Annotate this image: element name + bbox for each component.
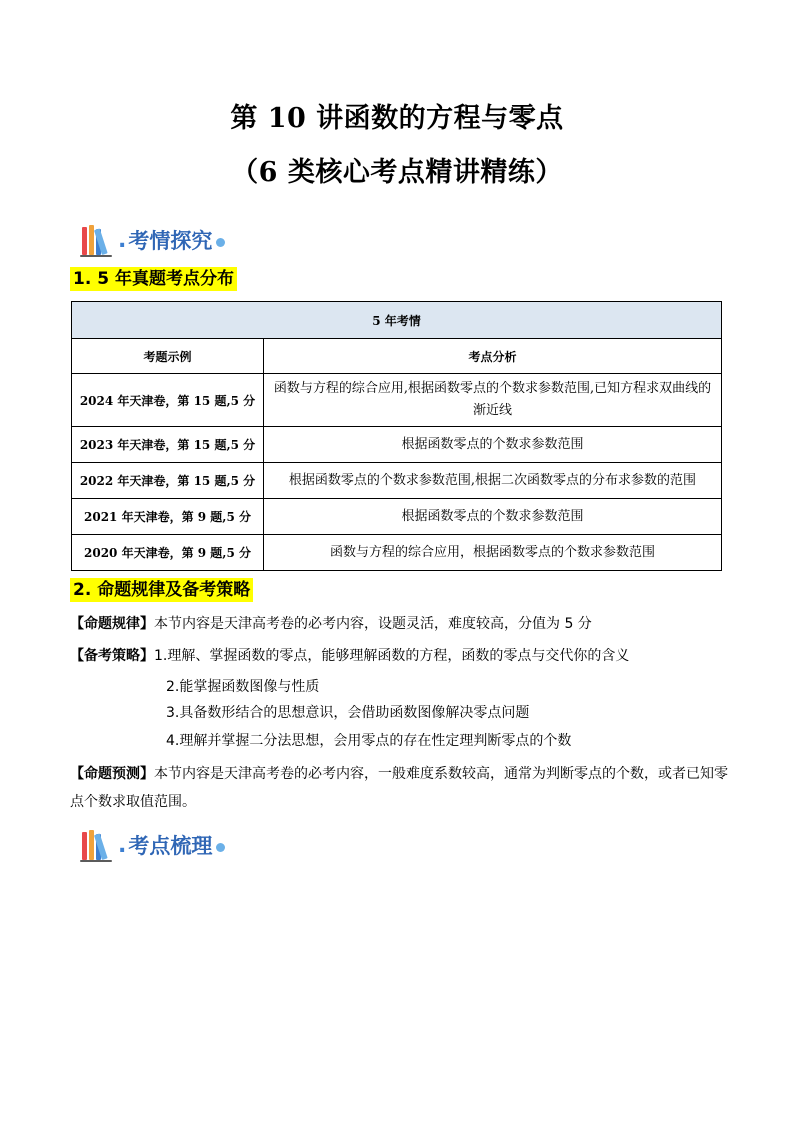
exam-table [71,301,722,571]
rule-label: 【命题规律】 [70,616,154,632]
predict-label: 【命题预测】 [70,766,154,782]
review-banner-label: 考点梳理 [128,834,213,858]
table-row [72,535,722,571]
table-caption: 5 年考情 [72,302,722,339]
exam-cell: 2023 年天津卷，第 15 题,5 分 [72,427,264,463]
dot-icon [216,238,225,247]
rule-paragraph [70,614,592,634]
table-row [72,463,722,499]
period-mark-icon: . [118,227,127,253]
page-subtitle: （6 类核心考点精讲精练） [231,157,563,188]
strategy-paragraph [70,646,629,666]
rule-text: 本节内容是天津高考卷的必考内容，设题灵活，难度较高，分值为 5 分 [154,616,592,632]
predict-paragraph [70,760,730,816]
analysis-cell: 根据函数零点的个数求参数范围,根据二次函数零点的分布求参数的范围 [264,463,722,499]
review-banner [80,825,225,865]
table-header-analysis: 考点分析 [264,339,722,374]
strategy-item: 1.理解、掌握函数的零点，能够理解函数的方程，函数的零点与交代你的含义 [154,648,630,664]
books-icon [80,828,116,862]
analysis-cell: 根据函数零点的个数求参数范围 [264,499,722,535]
analysis-cell: 函数与方程的综合应用，根据函数零点的个数求参数范围 [264,535,722,571]
exam-cell: 2022 年天津卷，第 15 题,5 分 [72,463,264,499]
exam-banner [80,220,225,260]
exam-cell: 2020 年天津卷，第 9 题,5 分 [72,535,264,571]
exam-banner-label: 考情探究 [128,229,213,253]
section1-heading: 1. 5 年真题考点分布 [70,267,237,291]
table-row [72,499,722,535]
page-title: 第 10 讲函数的方程与零点 [230,103,564,134]
strategy-item: 4.理解并掌握二分法思想，会用零点的存在性定理判断零点的个数 [166,733,572,749]
strategy-item: 3.具备数形结合的思想意识，会借助函数图像解决零点问题 [166,705,530,721]
strategy-label: 【备考策略】 [70,648,154,664]
section2-heading: 2. 命题规律及备考策略 [70,578,253,602]
dot-icon [216,843,225,852]
analysis-cell: 根据函数零点的个数求参数范围 [264,427,722,463]
exam-cell: 2021 年天津卷，第 9 题,5 分 [72,499,264,535]
analysis-cell: 函数与方程的综合应用,根据函数零点的个数求参数范围,已知方程求双曲线的渐近线 [264,374,722,427]
table-row [72,427,722,463]
period-mark-icon: . [118,832,127,858]
predict-text: 本节内容是天津高考卷的必考内容，一般难度系数较高，通常为判断零点的个数，或者已知零点个数求取值范围。 [70,766,728,810]
exam-cell: 2024 年天津卷，第 15 题,5 分 [72,374,264,427]
table-header-exam: 考题示例 [72,339,264,374]
table-row [72,374,722,427]
books-icon [80,223,116,257]
strategy-item: 2.能掌握函数图像与性质 [166,679,320,695]
